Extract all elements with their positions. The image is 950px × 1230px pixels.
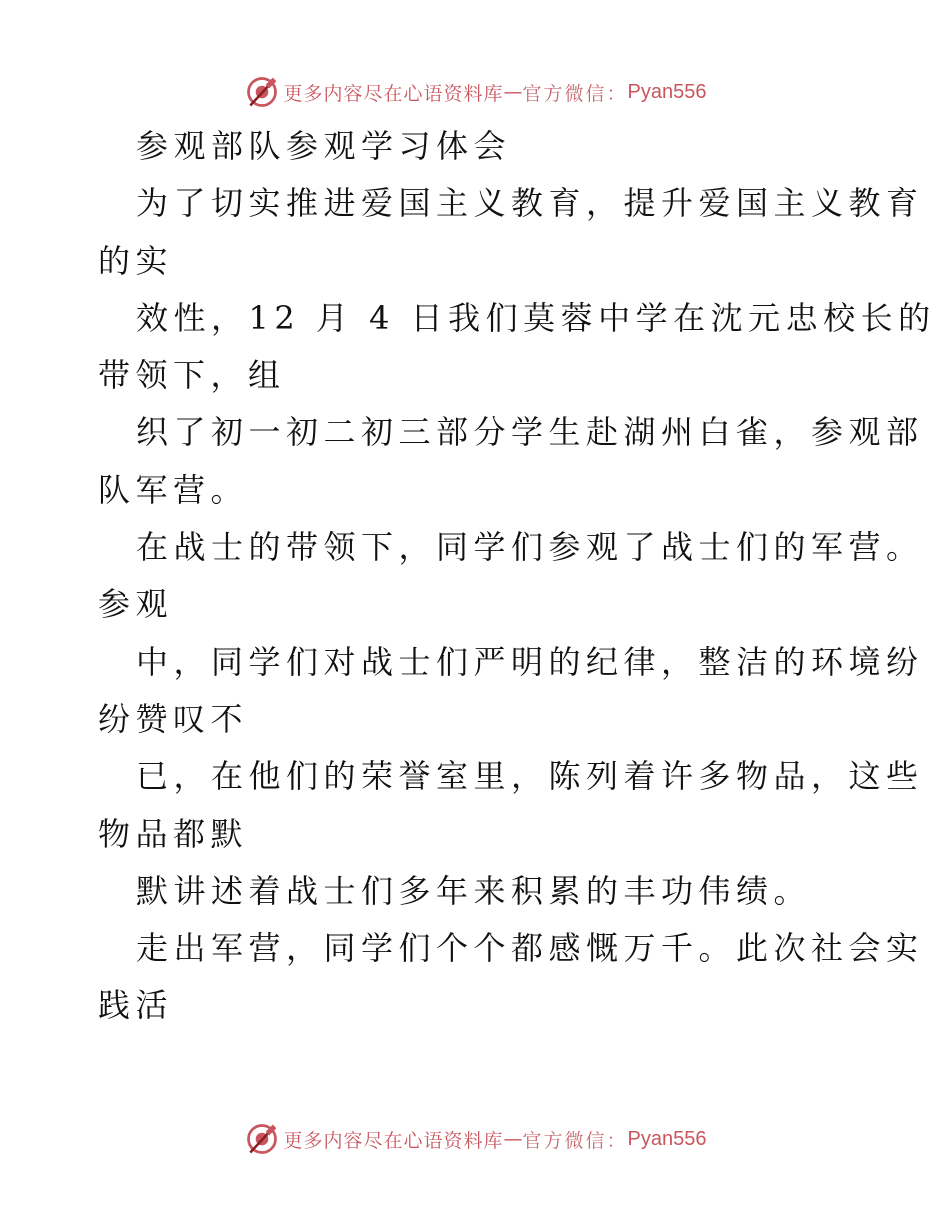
body-line: 的实 (98, 241, 174, 280)
footer-separator: — (503, 1128, 523, 1150)
body-line: 纷赞叹不 (98, 699, 249, 738)
body-line: 队军营。 (98, 470, 249, 509)
body-line: 带领下，组 (98, 356, 286, 395)
header-wechat-label: 官方微信： (522, 82, 628, 105)
body-line: 践活 (98, 986, 174, 1025)
body-line: 已，在他们的荣誉室里，陈列着许多物品，这些 (136, 757, 924, 796)
body-line: 织了初一初二初三部分学生赴湖州白雀，参观部 (136, 413, 924, 452)
body-line: 在战士的带领下，同学们参观了战士们的军营。 (136, 528, 924, 567)
document-body (98, 118, 936, 1035)
body-line: 效性，12 月 4 日我们莫蓉中学在沈元忠校长的 (136, 298, 936, 337)
footer-banner (0, 1119, 950, 1159)
footer-brand: 更多内容尽在心语资料库 (283, 1129, 504, 1152)
body-line: 中，同学们对战士们严明的纪律，整洁的环境纷 (136, 642, 924, 681)
body-line: 为了切实推进爱国主义教育，提升爱国主义教育 (136, 184, 924, 223)
footer-wechat-label: 官方微信： (522, 1129, 628, 1152)
body-line: 默讲述着战士们多年来积累的丰功伟绩。 (136, 871, 812, 910)
document-title: 参观部队参观学习体会 (136, 127, 512, 165)
quill-emblem-icon (244, 74, 280, 110)
header-wechat-handle: Pyan556 (627, 80, 707, 103)
body-line: 物品都默 (98, 814, 249, 853)
header-separator: — (503, 81, 523, 103)
header-brand: 更多内容尽在心语资料库 (283, 82, 504, 105)
body-line: 走出军营，同学们个个都感慨万千。此次社会实 (136, 929, 924, 968)
footer-wechat-handle: Pyan556 (627, 1127, 707, 1150)
header-banner (0, 72, 950, 112)
body-line: 参观 (98, 585, 174, 624)
quill-emblem-icon (244, 1121, 280, 1157)
